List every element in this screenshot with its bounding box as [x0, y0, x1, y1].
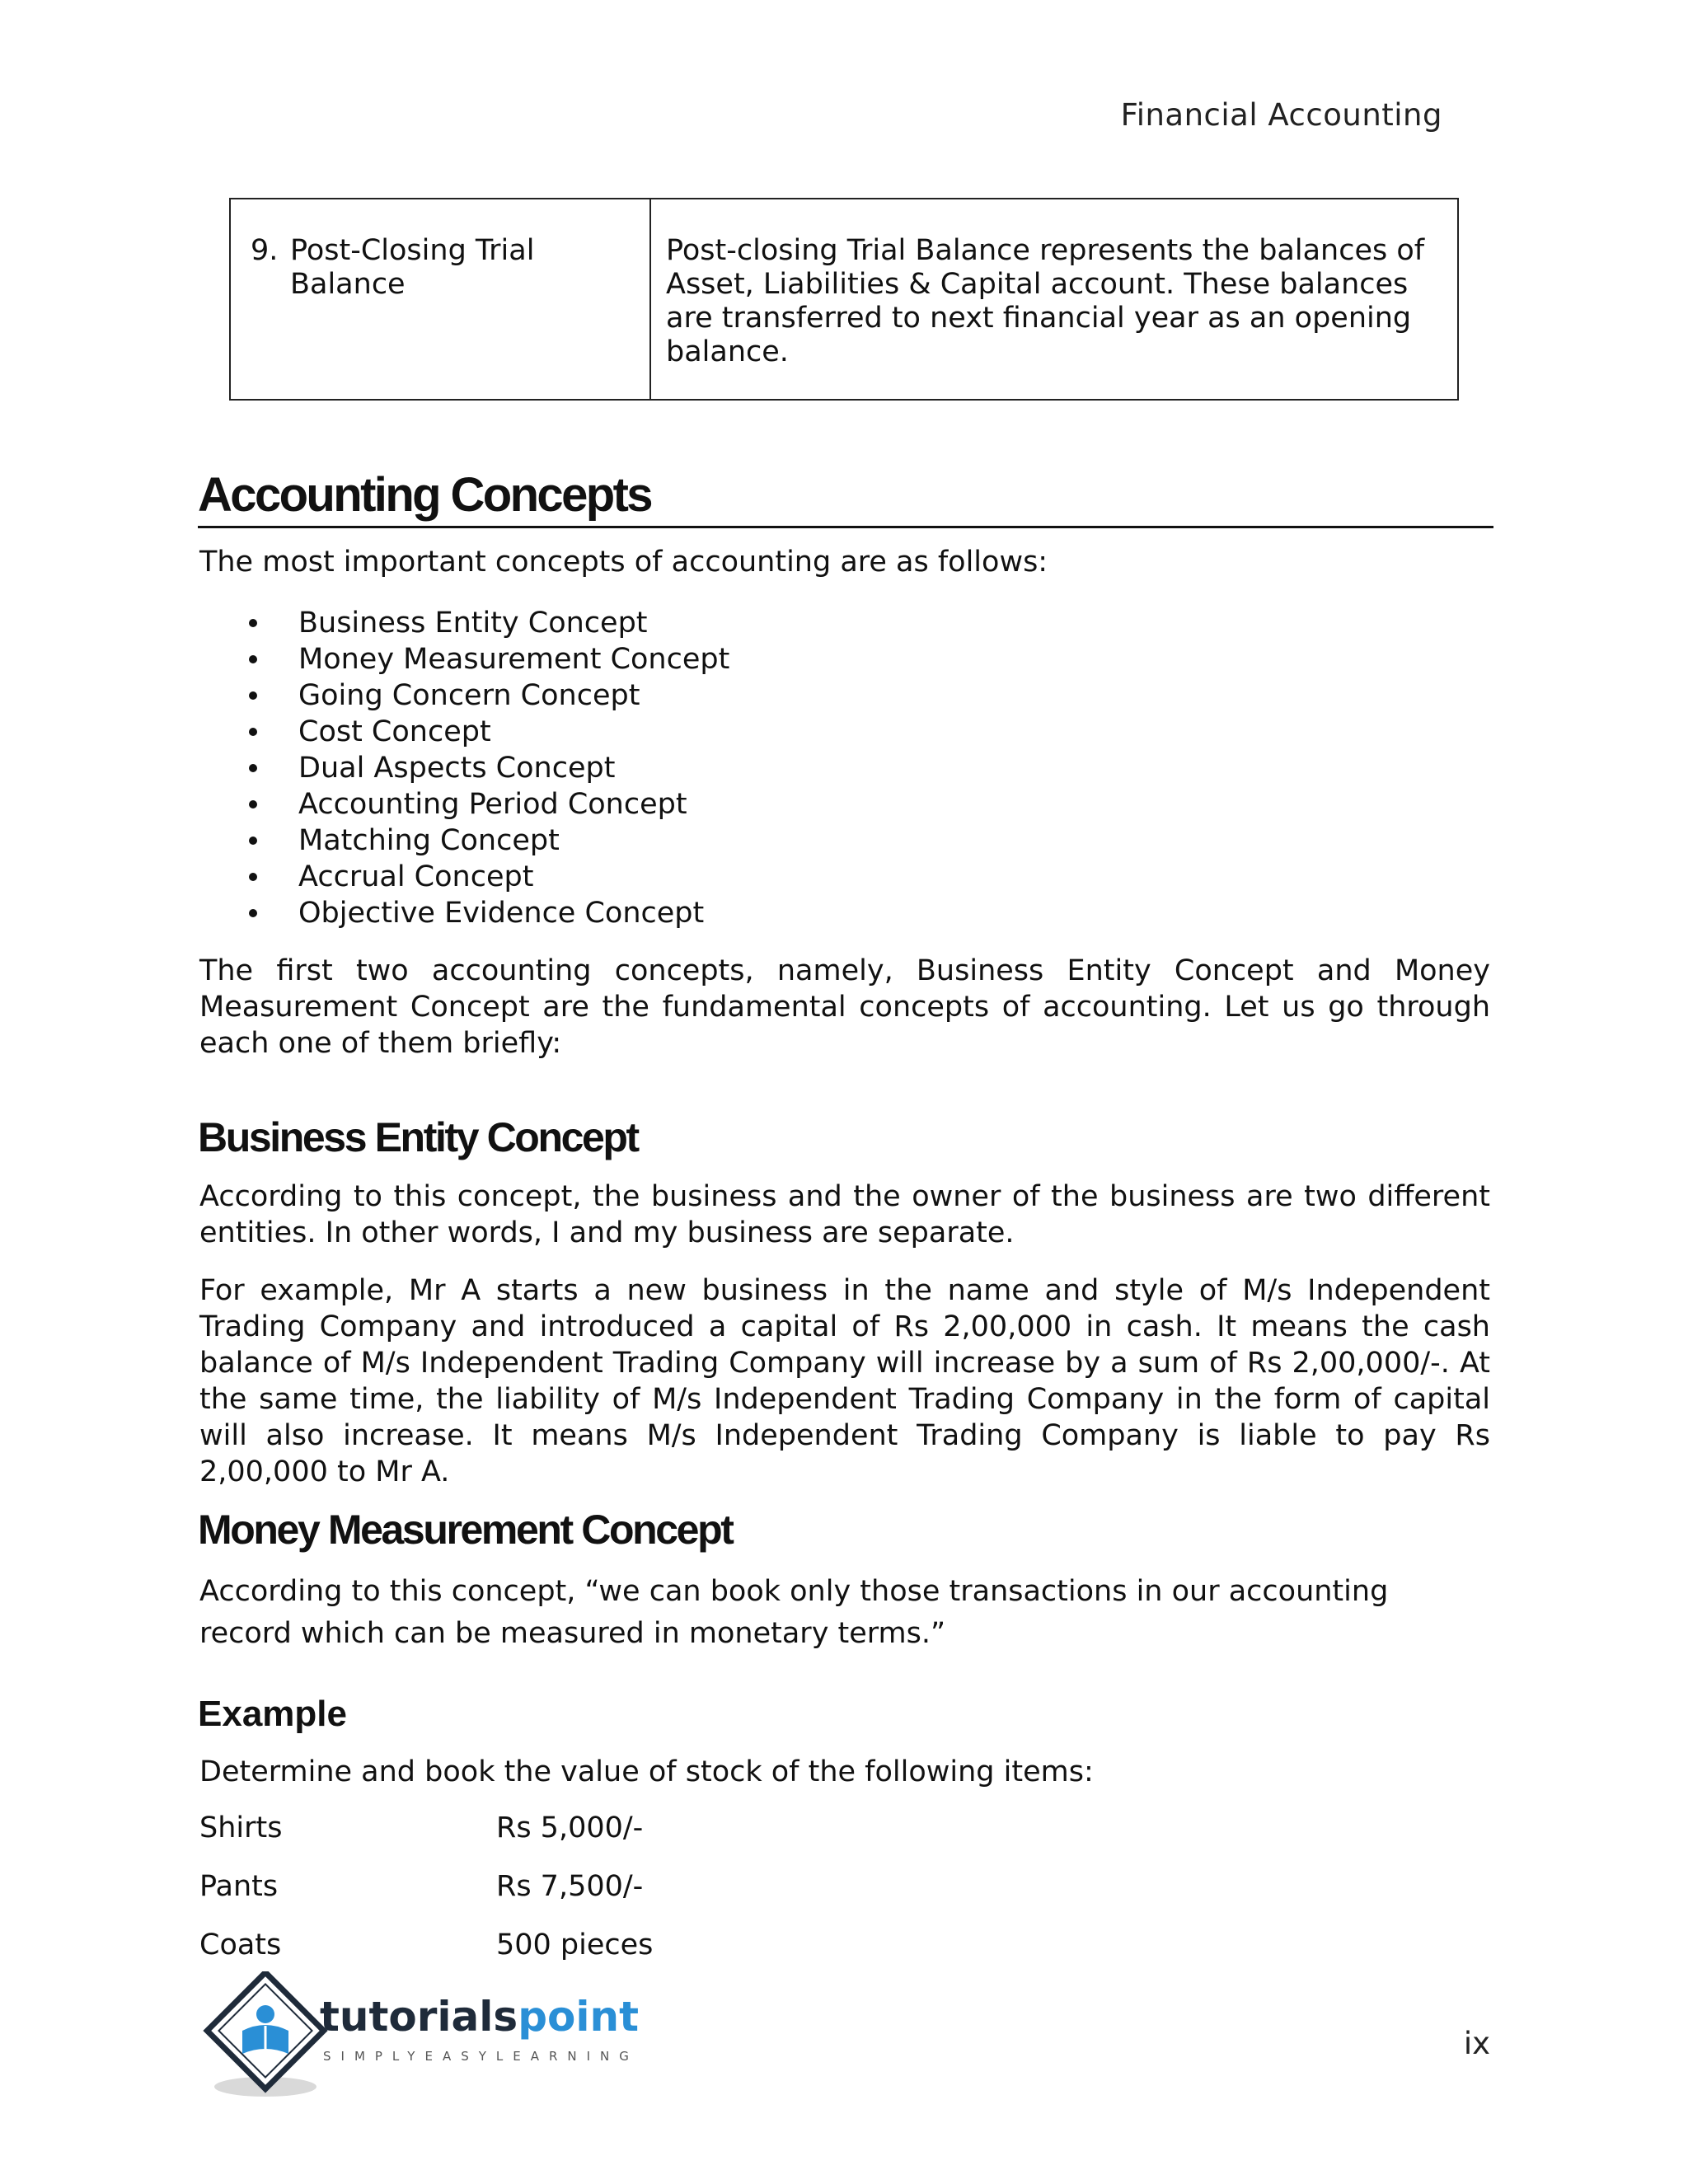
section-title: Accounting Concepts: [198, 466, 1493, 528]
logo-tagline: SIMPLYEASYLEARNING: [323, 2049, 639, 2064]
bullet-icon: [249, 909, 257, 917]
stock-item-value: 500 pieces: [496, 1929, 654, 1961]
list-item: Going Concern Concept: [199, 677, 729, 714]
bullet-icon: [249, 873, 257, 881]
stock-item-name: Pants: [199, 1870, 279, 1903]
bullet-icon: [249, 728, 257, 736]
bullet-icon: [249, 655, 257, 663]
business-entity-heading: Business Entity Concept: [198, 1114, 638, 1160]
list-item: Accounting Period Concept: [199, 786, 729, 823]
business-entity-para-1: According to this concept, the business and the owner of the business are two different entities. In other words, I and my business are separate.: [199, 1180, 1490, 1249]
list-item: Objective Evidence Concept: [199, 895, 729, 931]
bullet-icon: [249, 800, 257, 808]
bullet-icon: [249, 619, 257, 627]
table-row-number: 9.: [251, 234, 279, 267]
process-table: [229, 198, 1459, 401]
bullet-icon: [249, 691, 257, 700]
tutorialspoint-logo: [198, 1971, 659, 2103]
section-intro: The most important concepts of accounting are as follows:: [199, 546, 1048, 579]
stock-item-value: Rs 7,500/-: [496, 1870, 644, 1903]
running-header: Financial Accounting: [1120, 97, 1442, 133]
list-item: Money Measurement Concept: [199, 641, 729, 677]
table-term-cell: [231, 199, 651, 399]
list-item: Matching Concept: [199, 823, 729, 859]
table-description-cell: Post-closing Trial Balance represents the balances of Asset, Liabilities & Capital account. These balances are transferred to next financial year as an opening balance.: [666, 234, 1425, 368]
logo-text-tutorials: tutorials: [320, 1993, 518, 2041]
list-item: Dual Aspects Concept: [199, 750, 729, 786]
stock-item-name: Shirts: [199, 1811, 283, 1844]
stock-items: [199, 1810, 653, 1985]
bullet-icon: [249, 764, 257, 772]
list-item: Business Entity Concept: [199, 605, 729, 641]
concepts-summary: The first two accounting concepts, namely, Business Entity Concept and Money Measurement Concept are the fundamental concepts of accounting. Let us go through each one of them briefly:: [199, 954, 1490, 1060]
example-intro: Determine and book the value of stock of the following items:: [199, 1755, 1094, 1788]
bullet-icon: [249, 837, 257, 845]
stock-row: [199, 1810, 653, 1868]
logo-wordmark: [320, 1993, 639, 2041]
example-heading: Example: [198, 1694, 347, 1734]
stock-item-name: Coats: [199, 1929, 282, 1961]
logo-text-point: point: [518, 1993, 639, 2041]
money-measurement-para: According to this concept, “we can book only those transactions in our accounting record which can be measured in monetary terms.”: [199, 1575, 1389, 1650]
money-measurement-heading: Money Measurement Concept: [198, 1507, 733, 1553]
table-term: Post-Closing Trial Balance: [290, 234, 535, 301]
list-item: Accrual Concept: [199, 859, 729, 895]
page-number: ix: [1463, 2026, 1490, 2061]
logo-head-icon: [256, 2005, 274, 2023]
stock-item-value: Rs 5,000/-: [496, 1811, 644, 1844]
stock-row: [199, 1868, 653, 1927]
concept-list: [199, 605, 729, 931]
list-item: Cost Concept: [199, 714, 729, 750]
business-entity-para-2: For example, Mr A starts a new business in the name and style of M/s Independent Trading Company and introduced a capital of Rs 2,00,000 in cash. It means the cash balance of M/s Independent Trading Company will increase by a sum of Rs 2,00,000/-. At the same time, the liability of M/s Independent Trading Company in the form of capital will also increase. It means M/s Independent Trading Company is liable to pay Rs 2,00,000 to Mr A.: [199, 1274, 1490, 1488]
